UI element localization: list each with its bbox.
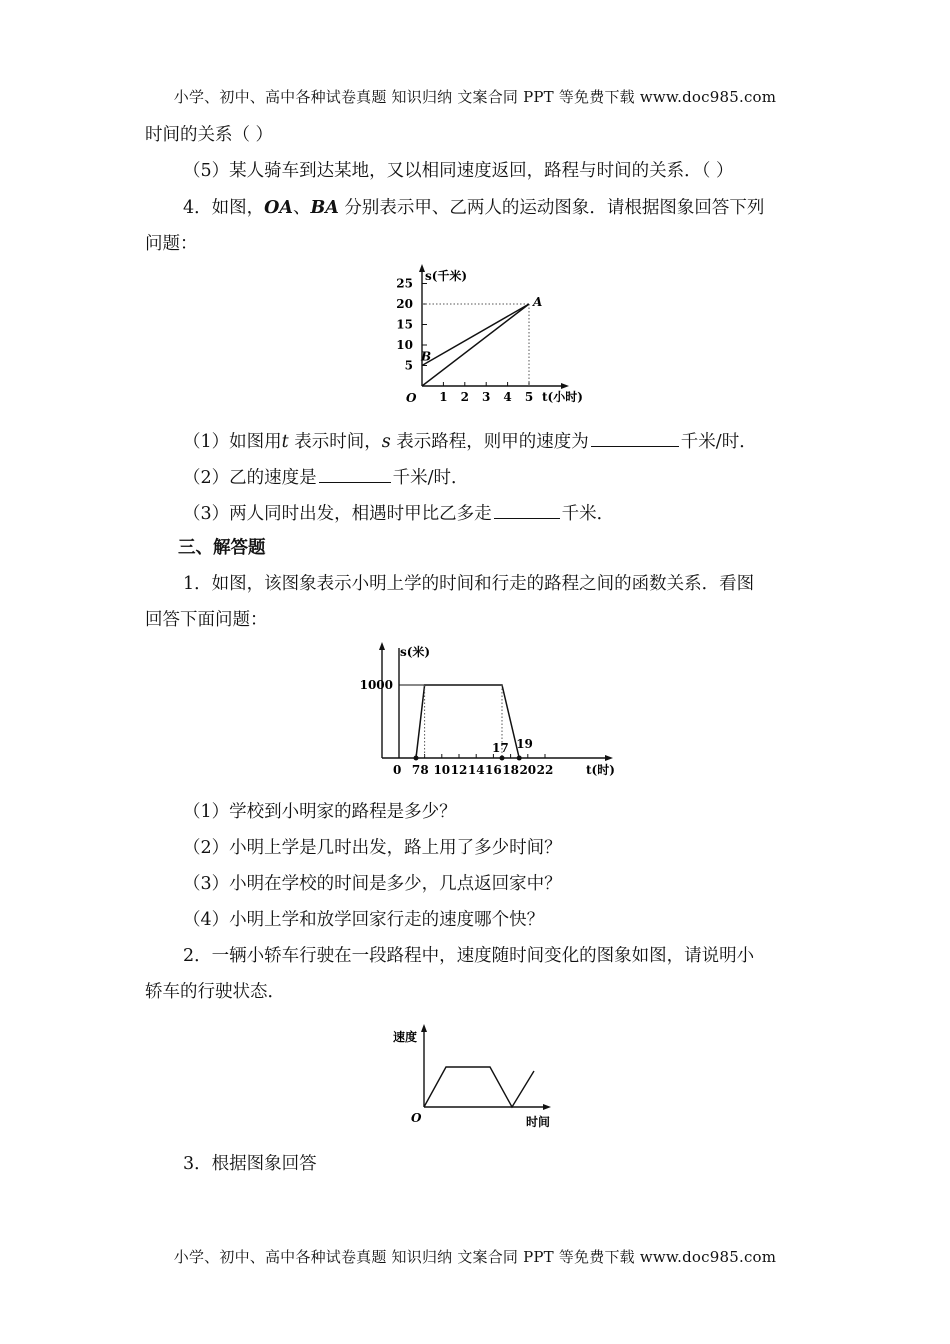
x-tick-label: 7 [411,763,421,777]
text-line: （2）小明上学是几时出发，路上用了多少时间？ [183,838,562,858]
x-axis-label: 时间 [526,1115,551,1129]
series-line-ba [422,304,529,366]
x-tick-label: 12 [450,763,468,777]
text-span: 表示路程，则甲的速度为 [390,432,589,452]
x-tick-label: 1 [439,390,448,404]
segment-label-ba: BA [310,198,339,218]
text-line: 轿车的行驶状态． [145,982,285,1002]
series-line [424,1067,534,1107]
segment-label-oa: OA [264,198,293,218]
x-tick-label: 2 [460,390,469,404]
x-axis-arrow [543,1104,551,1110]
y-tick-label: 5 [404,358,413,373]
y-tick-label: 20 [396,297,413,311]
data-point [517,756,522,761]
var-t: t [281,432,289,452]
point-label-b: B [421,349,432,364]
text-span: （3）两人同时出发，相遇时甲比乙多走 [183,504,492,524]
origin-label: O [411,1111,422,1125]
data-point [500,756,505,761]
text-line: （4）小明上学和放学回家行走的速度哪个快？ [183,910,545,930]
question-4-stem [183,196,764,220]
x-tick-label: 5 [524,390,534,404]
section-title: 三、解答题 [178,538,266,558]
text-line: （1）学校到小明家的路程是多少？ [183,802,457,822]
origin-label: O [406,391,417,405]
x-tick-label: 22 [536,763,554,777]
x-tick-label: 8 [420,763,429,777]
text-span: 、 [292,198,311,218]
question-4-1 [183,428,757,454]
x-axis-arrow [605,755,613,761]
motion-chart [385,262,615,412]
var-s: s [381,432,391,452]
x-tick-label: 3 [482,390,491,404]
data-point [414,756,419,761]
y-axis-label: s(米) [400,645,431,659]
text-span: 千米/时． [392,468,469,488]
origin-label: 0 [393,763,402,777]
y-tick-label: 1000 [360,678,393,692]
point-label-a: A [533,295,543,309]
answer-blank[interactable] [494,500,560,519]
text-span: 千米/时． [680,432,757,452]
question-4-3 [183,500,614,526]
x-axis-label: t(时) [586,763,615,777]
x-axis-label: t(小时) [542,390,583,404]
text-line: 回答下面问题： [145,610,268,630]
text-span: 4．如图， [183,198,265,218]
text-line: （5）某人骑车到达某地，又以相同速度返回，路程与时间的关系．（ ） [183,161,734,181]
y-tick-label: 10 [396,338,413,352]
text-span: 表示时间， [288,432,382,452]
y-tick-label: 15 [396,317,413,332]
text-span: 分别表示甲、乙两人的运动图象．请根据图象回答下列 [338,198,765,218]
y-axis-label: 速度 [393,1030,418,1044]
text-line: 1．如图，该图象表示小明上学的时间和行走的路程之间的函数关系．看图 [183,574,755,594]
x-tick-label: 20 [519,763,537,777]
text-span: 千米． [561,504,615,524]
answer-blank[interactable] [319,464,391,483]
y-tick-label: 25 [396,276,413,291]
page-footer: 小学、初中、高中各种试卷真题 知识归纳 文案合同 PPT 等免费下载 www.doc985.com [173,1248,777,1266]
question-4-2 [183,464,469,490]
series-line-oa [422,304,529,386]
y-axis-label: s(千米) [425,269,468,283]
text-line: （3）小明在学校的时间是多少，几点返回家中？ [183,874,562,894]
annotation-label: 17 [492,741,509,755]
text-line: 时间的关系（ ） [145,125,274,145]
x-tick-label: 16 [485,763,502,777]
x-tick-label: 4 [503,390,512,404]
annotation-label: 19 [516,737,533,751]
x-tick-label: 14 [467,763,485,777]
school-route-chart [360,640,620,780]
speed-chart [385,1020,565,1135]
x-axis-arrow [561,383,569,389]
page-header: 小学、初中、高中各种试卷真题 知识归纳 文案合同 PPT 等免费下载 www.doc985.com [173,88,777,106]
text-line: 2．一辆小轿车行驶在一段路程中，速度随时间变化的图象如图，请说明小 [183,946,755,966]
text-line: 3．根据图象回答 [183,1154,317,1174]
answer-blank[interactable] [591,428,679,447]
text-line: 问题： [145,234,198,254]
x-tick-label: 10 [433,763,451,777]
y-axis-arrow [421,1024,427,1032]
text-span: （2）乙的速度是 [183,468,317,488]
text-span: （1）如图用 [183,432,282,452]
y-axis-arrow [379,642,385,650]
x-tick-label: 18 [502,763,519,777]
